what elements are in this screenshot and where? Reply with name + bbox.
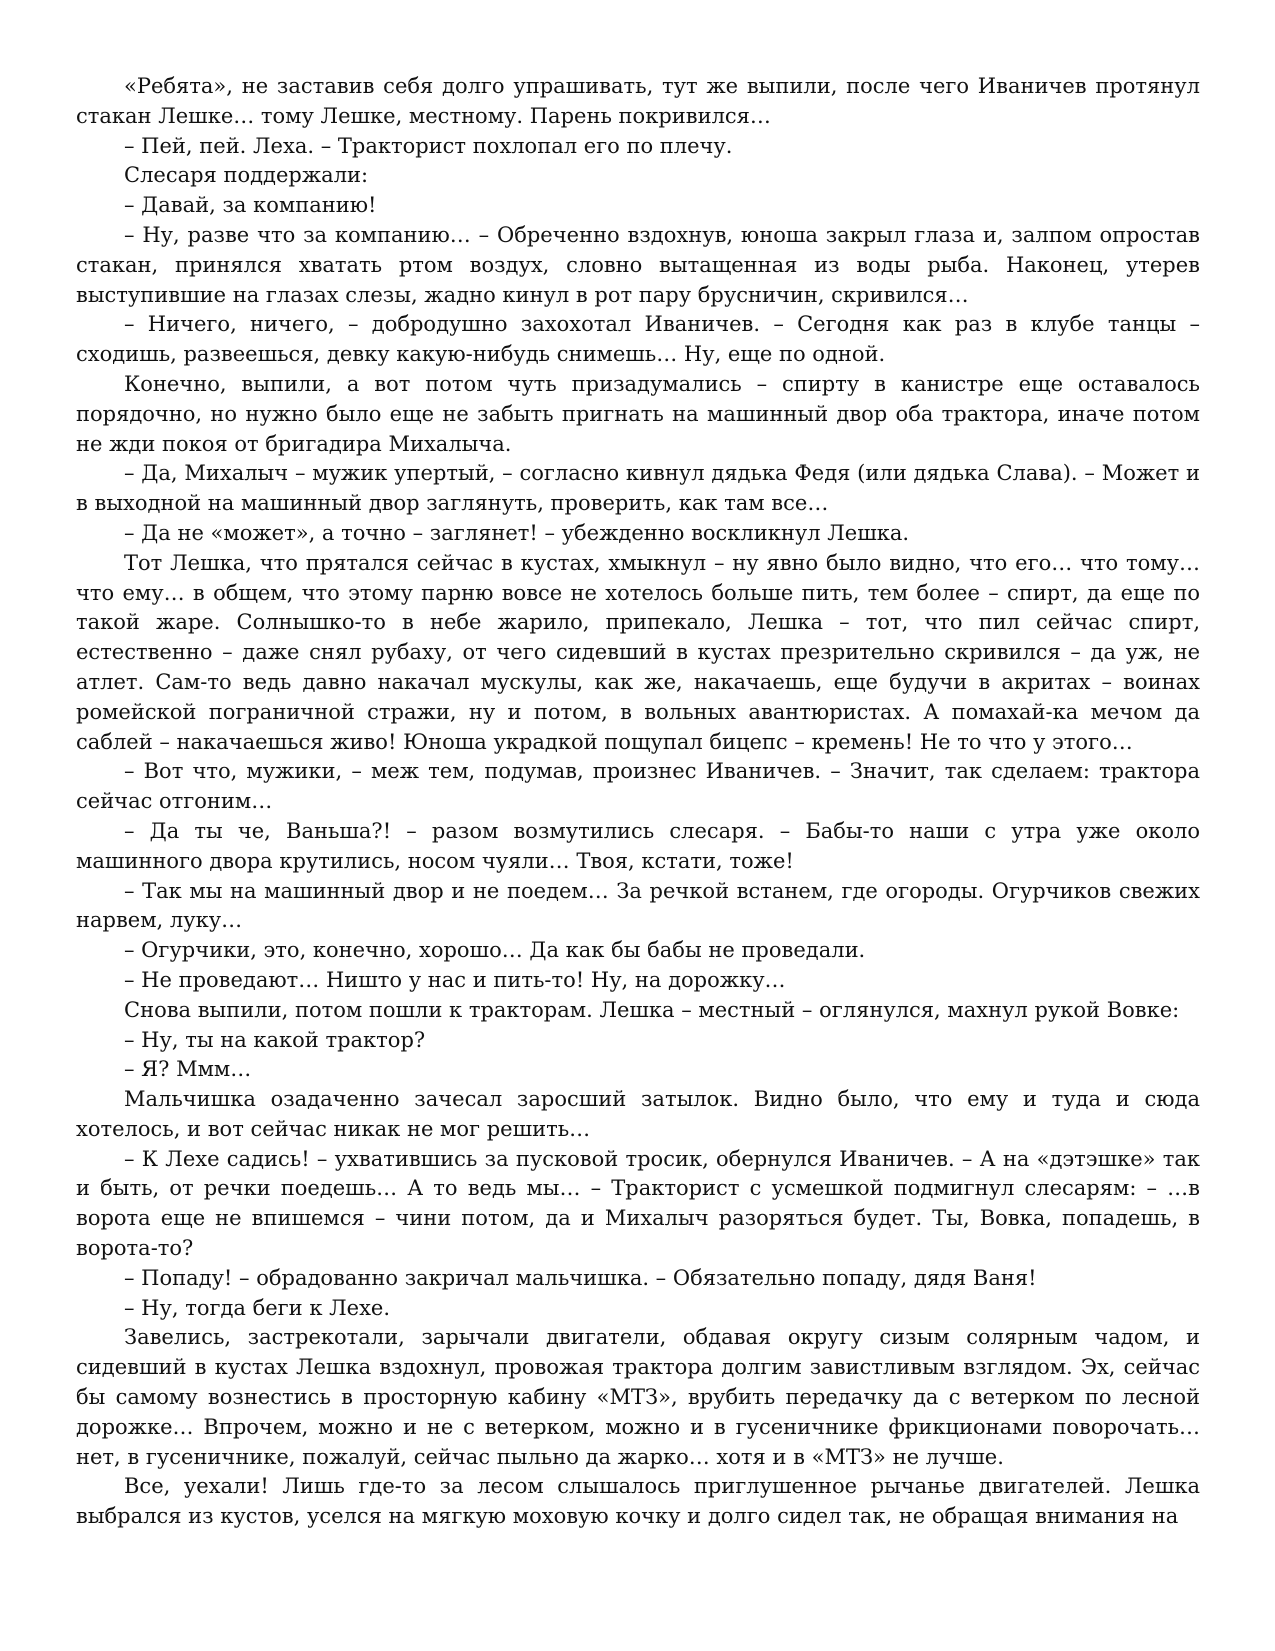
paragraph: Тот Лешка, что прятался сейчас в кустах, хмыкнул – ну явно было видно, что его… что тому… что ему… в общем, что этому парню вовсе не хотелось больше пить, тем более – спирт, да еще по такой жаре. Солнышко-то в небе жарило, припекало, Лешка – тот, что пил сейчас спирт, естественно – даже снял рубаху, от чего сидевший в кустах презрительно скривился – да уж, не атлет. Сам-то ведь давно накачал мускулы, как же, накачаешь, еще будучи в акритах – воинах ромейской пограничной стражи, ну и потом, в вольных авантюристах. А помахай-ка мечом да саблей – накачаешься живо! Юноша украдкой пощупал бицепс – кремень! Не то что у этого… [76, 550, 1200, 754]
paragraph: – Попаду! – обрадованно закричал мальчишка. – Обязательно попаду, дядя Ваня! [124, 1265, 1037, 1290]
paragraph: – Ну, тогда беги к Лехе. [124, 1295, 391, 1320]
paragraph: – Пей, пей. Леха. – Тракторист похлопал его по плечу. [124, 133, 733, 158]
paragraph: – Ну, ты на какой трактор? [124, 1027, 426, 1052]
paragraph: – Да, Михалыч – мужик упертый, – согласно кивнул дядька Федя (или дядька Слава). – Может и в выходной на машинный двор заглянуть, проверить, как там все… [76, 461, 1200, 516]
paragraph: – Так мы на машинный двор и не поедем… За речкой встанем, где огороды. Огурчиков свежих нарвем, луку… [76, 878, 1200, 933]
paragraph: «Ребята», не заставив себя долго упрашивать, тут же выпили, после чего Иваничев протянул стакан Лешке… тому Лешке, местному. Парень покривился… [76, 74, 1200, 128]
paragraph: – Не проведают… Ништо у нас и пить-то! Ну, на дорожку… [124, 967, 786, 992]
paragraph: – Давай, за компанию! [124, 193, 377, 218]
paragraph: – Ничего, ничего, – добродушно захохотал Иваничев. – Сегодня как раз в клубе танцы – сходишь, развеешься, девку какую-нибудь снимешь… Ну, еще по одной. [76, 312, 1200, 367]
paragraph: – К Лехе садись! – ухватившись за пусковой тросик, обернулся Иваничев. – А на «дэтэшке» так и быть, от речки поедешь… А то ведь мы… – Тракторист с усмешкой подмигнул слесарям: – …в ворота еще не впишемся – чини потом, да и Михалыч разоряться будет. Ты, Вовка, попадешь, в ворота-то? [76, 1146, 1200, 1261]
paragraph: – Ну, разве что за компанию… – Обреченно вздохнув, юноша закрыл глаза и, залпом опростав стакан, принялся хватать ртом воздух, словно вытащенная из воды рыба. Наконец, утерев выступившие на глазах слезы, жадно кинул в рот пару брусничин, скривился… [76, 222, 1200, 307]
paragraph: – Огурчики, это, конечно, хорошо… Да как бы бабы не проведали. [124, 938, 866, 963]
paragraph: – Да ты че, Ваньша?! – разом возмутились слесаря. – Бабы-то наши с утра уже около машинного двора крутились, носом чуяли… Твоя, кстати, тоже! [76, 818, 1200, 873]
paragraph: – Вот что, мужики, – меж тем, подумав, произнес Иваничев. – Значит, так сделаем: трактора сейчас отгоним… [76, 759, 1200, 814]
paragraph: Слесаря поддержали: [124, 163, 369, 188]
paragraph: Все, уехали! Лишь где-то за лесом слышалось приглушенное рычанье двигателей. Лешка выбрался из кустов, уселся на мягкую моховую кочку и долго сидел так, не обращая внимания на [76, 1474, 1200, 1529]
document-page [76, 72, 1200, 1532]
paragraph: Мальчишка озадаченно зачесал заросший затылок. Видно было, что ему и туда и сюда хотелось, и вот сейчас никак не мог решить… [76, 1087, 1200, 1141]
paragraph: Конечно, выпили, а вот потом чуть призадумались – спирту в канистре еще оставалось порядочно, но нужно было еще не забыть пригнать на машинный двор оба трактора, иначе потом не жди покоя от бригадира Михалыча. [76, 371, 1200, 456]
paragraph: Завелись, застрекотали, зарычали двигатели, обдавая округу сизым солярным чадом, и сидевший в кустах Лешка вздохнул, провожая трактора долгим завистливым взглядом. Эх, сейчас бы самому вознестись в просторную кабину «МТЗ», врубить передачку да с ветерком по лесной дорожке… Впрочем, можно и не с ветерком, можно и в гусеничнике фрикционами поворочать… нет, в гусеничнике, пожалуй, сейчас пыльно да жарко… хотя и в «МТЗ» не лучше. [76, 1325, 1200, 1469]
paragraph: – Я? Ммм… [124, 1057, 252, 1082]
paragraph: – Да не «может», а точно – заглянет! – убежденно воскликнул Лешка. [124, 520, 910, 545]
paragraph: Снова выпили, потом пошли к тракторам. Лешка – местный – оглянулся, махнул рукой Вовке: [124, 997, 1180, 1022]
